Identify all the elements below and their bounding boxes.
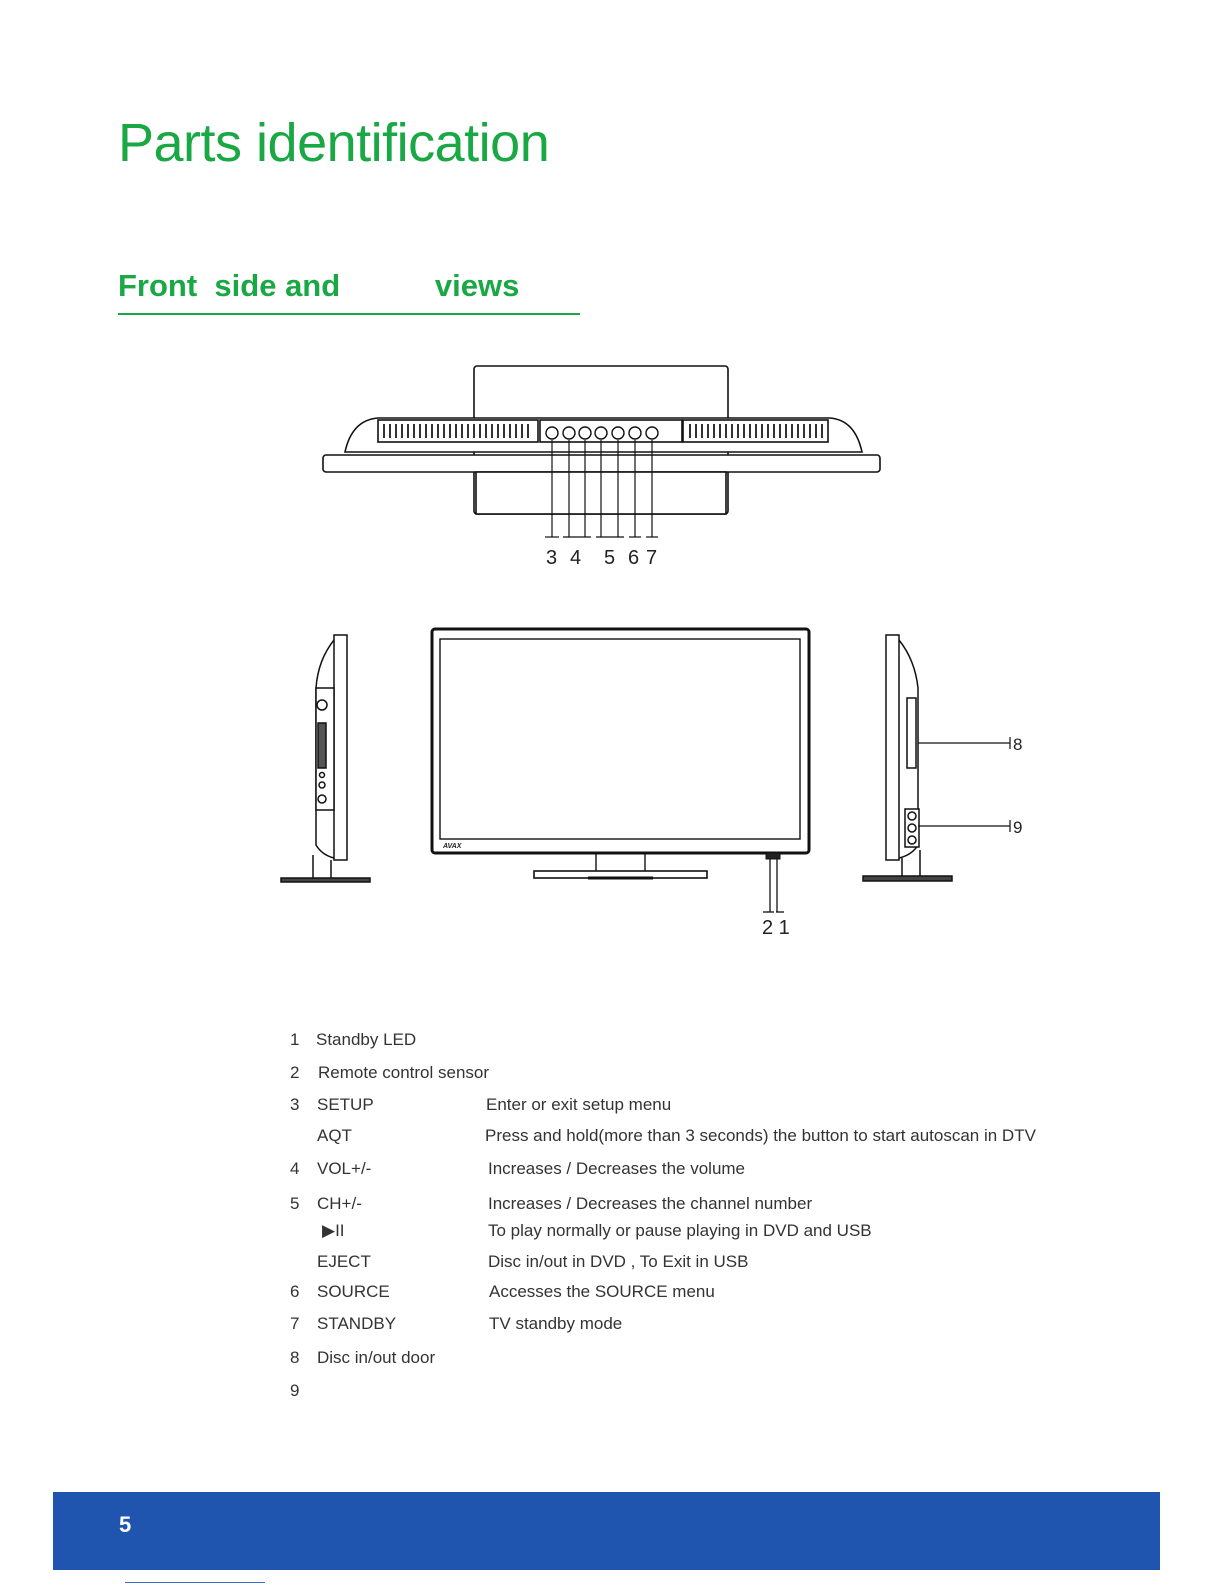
part-description: Accesses the SOURCE menu xyxy=(489,1282,715,1301)
part-number: 9 xyxy=(290,1381,300,1400)
tv-left-side-view xyxy=(281,635,370,882)
part-label: Disc in/out door xyxy=(317,1348,436,1367)
part-description: Increases / Decreases the channel number xyxy=(488,1194,813,1213)
page-number: 5 xyxy=(119,1512,132,1537)
callout-5: 5 xyxy=(604,547,616,569)
part-description: Increases / Decreases the volume xyxy=(488,1159,746,1178)
callout-7: 7 xyxy=(646,547,658,569)
part-label: Remote control sensor xyxy=(318,1063,490,1082)
part-label: SOURCE xyxy=(317,1282,390,1301)
brand-logo: AVAX xyxy=(443,843,462,850)
part-description: To play normally or pause playing in DVD and USB xyxy=(488,1221,872,1240)
part-description: Press and hold(more than 3 seconds) the button to start autoscan in DTV xyxy=(485,1126,1036,1145)
part-number: 4 xyxy=(290,1159,300,1178)
tv-right-side-view xyxy=(863,635,1010,881)
play-pause-icon: ▶II xyxy=(322,1221,345,1240)
part-number: 6 xyxy=(290,1282,300,1301)
footer-link-underline xyxy=(125,1582,265,1583)
part-number: 1 xyxy=(290,1030,300,1049)
tv-front-view xyxy=(432,629,809,912)
part-number: 7 xyxy=(290,1314,300,1333)
page-title: Parts identification xyxy=(118,113,550,173)
part-label: SETUP xyxy=(317,1095,374,1114)
part-number: 8 xyxy=(290,1348,300,1367)
part-label: AQT xyxy=(317,1126,352,1145)
callout-9: 9 xyxy=(1013,818,1023,837)
part-description: Enter or exit setup menu xyxy=(486,1095,672,1114)
part-label: Standby LED xyxy=(316,1030,417,1049)
part-description: TV standby mode xyxy=(489,1314,623,1333)
part-number: 5 xyxy=(290,1194,300,1213)
section-subtitle: Front side and views xyxy=(118,268,520,303)
callout-8: 8 xyxy=(1013,735,1023,754)
callout-6: 6 xyxy=(628,547,640,569)
callout-2-1: 2 1 xyxy=(762,917,790,939)
part-number: 3 xyxy=(290,1095,300,1114)
part-label: VOL+/- xyxy=(317,1159,372,1178)
part-label: STANDBY xyxy=(317,1314,397,1333)
part-label: EJECT xyxy=(317,1252,371,1271)
part-label: CH+/- xyxy=(317,1194,362,1213)
callout-3: 3 xyxy=(546,547,558,569)
page-footer xyxy=(53,1492,1160,1570)
part-number: 2 xyxy=(290,1063,300,1082)
part-description: Disc in/out in DVD , To Exit in USB xyxy=(488,1252,749,1271)
callout-4: 4 xyxy=(570,547,582,569)
